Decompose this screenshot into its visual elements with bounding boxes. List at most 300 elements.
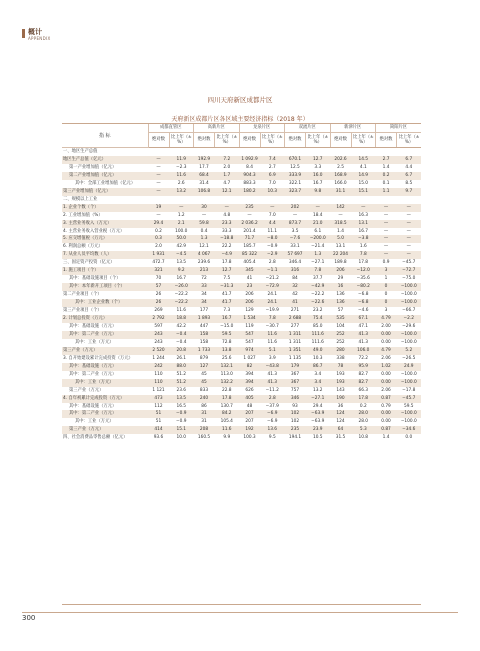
cell-percent: — (351, 204, 376, 212)
table-row (62, 196, 421, 204)
cell-percent: 66.3 (358, 387, 369, 393)
cell-percent (306, 196, 331, 204)
cell-absolute (194, 196, 215, 204)
cell-percent: −43.8 (260, 363, 285, 371)
row-label: 第三产业项目（个） (63, 308, 102, 314)
cell-percent: 3.4 (314, 371, 322, 377)
table-title: 天府新区成都片区各区域主要经济指标（2018 年） (171, 116, 309, 123)
cell-absolute: 189.8 (334, 260, 347, 266)
cell-absolute: — (156, 212, 161, 218)
cell-absolute: 321 (148, 267, 169, 275)
cell-percent (351, 196, 376, 204)
cell-percent: 106.0 (351, 347, 376, 355)
cell-percent: −6.8 (358, 292, 369, 298)
row-label: 第三产业（万元） (69, 387, 104, 393)
cell-percent: 47.1 (358, 323, 369, 329)
cell-percent: 50.0 (169, 235, 194, 243)
cell-percent: 10.3 (312, 355, 323, 361)
cell-percent: 23.6 (176, 387, 187, 393)
group-header: 简阳片区 (376, 124, 422, 133)
pct-header: 比上年（±%） (215, 133, 240, 148)
cell-percent: 13.5 (176, 260, 187, 266)
cell-absolute: 1 135 (288, 355, 302, 361)
table-row (62, 307, 421, 315)
cell-absolute: 239.6 (197, 260, 211, 266)
cell-percent: 16.7 (312, 180, 323, 186)
cell-percent: 4.8 (223, 212, 231, 218)
cell-absolute: 346 (285, 395, 306, 403)
cell-absolute: 277 (290, 323, 300, 329)
row-label: 2. 工业增加值（%） (63, 212, 103, 218)
cell-absolute: 414 (148, 426, 169, 434)
cell-absolute: 31.1 (330, 188, 351, 196)
row-label: 其中：工业（万元） (75, 419, 114, 425)
cell-percent: 105.4 (220, 419, 233, 425)
cell-absolute: 166.0 (334, 180, 347, 186)
cell-percent: 29.4 (312, 403, 323, 409)
cell-absolute: 206 (245, 292, 254, 298)
row-label: 5. 应交增值税（万元） (62, 235, 148, 243)
cell-percent: 5.1 (260, 347, 285, 355)
cell-absolute (239, 196, 260, 204)
cell-absolute: 26 (148, 299, 169, 307)
abs-header: 绝对数 (239, 133, 260, 148)
cell-absolute: 179 (285, 363, 306, 371)
cell-absolute (330, 148, 351, 156)
cell-absolute: 124 (336, 419, 345, 425)
cell-percent: 9.8 (306, 188, 331, 196)
cell-percent: −4.5 (169, 251, 194, 259)
row-label: 第二产业项目（个） (63, 292, 102, 298)
cell-percent: −100.0 (397, 299, 422, 307)
cell-percent: −17.8 (402, 387, 416, 393)
table-row (62, 387, 421, 395)
cell-absolute: 318.5 (330, 220, 351, 228)
cell-percent: −100.0 (397, 379, 422, 387)
cell-absolute: 30 (194, 204, 215, 212)
pct-header: 比上年（±%） (351, 133, 376, 148)
row-label: 其中：基础设施项目（个） (69, 276, 121, 282)
cell-absolute (239, 148, 260, 156)
cell-absolute: 208 (194, 426, 215, 434)
table-row (62, 259, 421, 267)
cell-percent: 11.9 (169, 156, 194, 164)
cell-percent: 7.0 (268, 212, 276, 218)
cell-absolute: — (376, 204, 397, 212)
cell-percent: −15.0 (220, 323, 234, 329)
cell-percent: 2.0 (223, 164, 231, 170)
header-accent-bar (22, 29, 25, 38)
cell-percent: 86.7 (306, 363, 331, 371)
cell-percent: 59.5 (215, 331, 240, 339)
cell-percent: −27.1 (311, 260, 325, 266)
cell-percent: −1.1 (260, 267, 285, 275)
cell-absolute: 252 (336, 339, 345, 345)
cell-absolute: 41 (285, 299, 306, 307)
cell-absolute (376, 148, 397, 156)
row-label: 其中：第二产业（万元） (62, 410, 148, 418)
cell-percent: 111.6 (306, 331, 331, 339)
cell-absolute: 2.06 (381, 387, 391, 393)
cell-absolute: 2 520 (148, 347, 169, 355)
cell-percent: 16.0 (306, 172, 331, 180)
cell-absolute: 177 (199, 308, 209, 314)
cell-absolute: 136 (336, 292, 345, 298)
cell-absolute: 0.3 (148, 235, 169, 243)
cell-absolute: 280 (330, 347, 351, 355)
cell-percent: −18.8 (215, 235, 240, 243)
cell-percent: −0.9 (267, 244, 278, 250)
cell-absolute: 213 (194, 267, 215, 275)
cell-absolute: 106.8 (194, 188, 215, 196)
cell-absolute: — (201, 212, 207, 218)
cell-percent: 82.7 (351, 379, 376, 387)
table-row (62, 410, 421, 418)
cell-absolute: 2.06 (381, 355, 391, 361)
cell-absolute: 193 (336, 371, 345, 377)
cell-percent: 13.1 (351, 220, 376, 228)
cell-absolute: 51 (148, 410, 169, 418)
cell-percent: 10.0 (176, 435, 187, 441)
cell-percent: 0.2 (359, 403, 367, 409)
cell-percent: — (169, 204, 194, 212)
cell-absolute: 0.00 (381, 419, 391, 425)
cell-percent: 23.3 (215, 220, 240, 228)
row-label: 3. 主营业务收入（万元） (62, 220, 148, 228)
cell-percent: 1.2 (177, 212, 185, 218)
table-row (62, 172, 421, 180)
cell-absolute: — (383, 212, 389, 218)
cell-absolute: 206 (239, 299, 260, 307)
cell-absolute: 0.87 (376, 395, 397, 403)
cell-absolute: 547 (239, 331, 260, 339)
cell-absolute: 57 697 (285, 251, 306, 259)
cell-percent: — (406, 228, 411, 234)
cell-absolute: 0 (376, 299, 397, 307)
cell-percent: 17.8 (215, 395, 240, 403)
cell-absolute: 71.7 (239, 235, 260, 243)
cell-percent: 0.0 (405, 435, 413, 441)
cell-percent: −35.6 (356, 276, 370, 282)
cell-percent: 13.2 (312, 387, 323, 393)
cell-percent: 41.7 (215, 299, 240, 307)
row-label: 其中：第二产业（万元） (62, 331, 148, 339)
cell-absolute: 31.5 (335, 435, 346, 441)
table-row (62, 363, 421, 371)
cell-absolute: 2 792 (148, 315, 169, 323)
cell-absolute: 1 893 (194, 315, 215, 323)
cell-percent: −100.0 (397, 331, 422, 339)
cell-percent: −72.9 (260, 283, 285, 291)
cell-absolute: 33.1 (290, 244, 300, 250)
cell-percent: −2.2 (397, 315, 422, 323)
table-bottom-rule (62, 604, 421, 605)
table-row (62, 379, 421, 387)
cell-absolute (376, 196, 397, 204)
cell-percent: 9.2 (169, 267, 194, 275)
cell-percent: 41.7 (221, 292, 232, 298)
abs-header: 绝对数 (330, 133, 351, 148)
cell-percent: −100.0 (400, 339, 417, 345)
cell-percent: 17.8 (351, 395, 376, 403)
cell-percent: 33.3 (221, 228, 232, 234)
cell-percent: −6.9 (267, 419, 278, 425)
cell-absolute: 757 (290, 387, 300, 393)
table-row (62, 323, 421, 331)
cell-absolute: — (383, 244, 389, 250)
cell-percent: 16.5 (176, 403, 187, 409)
cell-percent: 3.3 (314, 164, 322, 170)
cell-absolute: 192 (239, 426, 260, 434)
cell-absolute: 1.3 (194, 235, 215, 243)
cell-absolute: — (156, 164, 161, 170)
cell-percent: −29.6 (402, 323, 416, 329)
cell-absolute: 338 (336, 355, 345, 361)
cell-percent: −30.7 (265, 323, 279, 329)
cell-absolute: 112 (154, 403, 163, 409)
row-label: 其中：工业企业数（个） (62, 299, 148, 307)
cell-absolute: 26 (155, 292, 162, 298)
cell-absolute: — (338, 212, 343, 218)
cell-percent: 59.5 (403, 403, 414, 409)
cell-absolute: 405.4 (243, 260, 256, 266)
cell-percent: 23.9 (306, 426, 331, 434)
cell-absolute: 4 067 (194, 251, 215, 259)
cell-percent: 84.2 (215, 410, 240, 418)
cell-absolute: 5.0 (330, 235, 351, 243)
cell-absolute: 974 (239, 347, 260, 355)
cell-percent: 9.7 (397, 188, 422, 196)
cell-percent: 9.9 (223, 435, 231, 441)
cell-absolute: 180.2 (239, 188, 260, 196)
cell-absolute: 2 688 (285, 315, 306, 323)
cell-absolute: 243 (154, 339, 163, 345)
cell-absolute: 12.1 (199, 244, 209, 250)
cell-percent: 41.3 (358, 339, 369, 345)
cell-absolute: 110 (148, 379, 169, 387)
cell-absolute: 626 (245, 387, 254, 393)
table-row (62, 156, 421, 164)
cell-percent: — (397, 251, 422, 259)
table-row (62, 315, 421, 323)
cell-absolute: 78 (330, 363, 351, 371)
cell-percent: 24.1 (260, 299, 285, 307)
cell-absolute: 367 (290, 371, 300, 377)
cell-percent: −6.9 (260, 410, 285, 418)
cell-percent: −42.9 (306, 283, 331, 291)
cell-absolute: 394 (239, 379, 260, 387)
group-header: 成都直管区 (148, 124, 194, 133)
page-number: 300 (22, 614, 36, 622)
cell-absolute: 473 (148, 395, 169, 403)
row-label: 第三产业（万元） (62, 347, 148, 355)
cell-percent: 7.4 (260, 156, 285, 164)
cell-percent: 95.9 (351, 363, 376, 371)
row-label: 其中：第二产业（万元） (69, 371, 117, 377)
cell-percent (351, 148, 376, 156)
cell-absolute: 158 (199, 339, 209, 345)
cell-absolute: 1 027 (243, 355, 256, 361)
cell-percent: −3.8 (351, 235, 376, 243)
cell-absolute: 0.4 (200, 228, 208, 234)
table-row (62, 339, 421, 347)
row-label: 其中：基础设施（万元） (69, 323, 117, 329)
cell-absolute: 168.9 (330, 172, 351, 180)
table-row (62, 434, 421, 442)
cell-percent: 75.4 (306, 315, 331, 323)
table-row (62, 418, 421, 426)
cell-percent: −4.9 (215, 251, 240, 259)
cell-absolute: 59.8 (194, 220, 215, 228)
cell-absolute: 1 092.9 (239, 156, 260, 164)
cell-absolute: 0.79 (381, 403, 391, 409)
cell-absolute: 2 036.2 (239, 220, 260, 228)
cell-absolute: 367 (285, 379, 306, 387)
cell-percent: −63.9 (306, 410, 331, 418)
table-row (62, 331, 421, 339)
cell-percent: −0.9 (176, 419, 187, 425)
footer-rule (22, 612, 458, 613)
cell-absolute: 124 (330, 410, 351, 418)
cell-absolute: 192.9 (194, 156, 215, 164)
cell-percent: −100.0 (397, 283, 422, 291)
cell-percent (397, 196, 422, 204)
cell-percent: 113.0 (220, 371, 233, 377)
cell-percent: 7.8 (260, 315, 285, 323)
cell-percent: 14.9 (351, 172, 376, 180)
cell-percent: 7.5 (223, 276, 231, 282)
cell-absolute: 45 (194, 379, 215, 387)
cell-absolute: 1 534 (239, 315, 260, 323)
cell-absolute (330, 196, 351, 204)
cell-absolute: 1 (384, 276, 388, 282)
cell-percent: 7.0 (268, 180, 276, 186)
cell-absolute: 57 (148, 283, 169, 291)
table-row (62, 347, 421, 355)
cell-absolute: 207 (245, 419, 254, 425)
cell-percent: 13.8 (215, 347, 240, 355)
cell-percent: 5.2 (397, 347, 422, 355)
row-label: 地区生产总值（亿元） (62, 156, 148, 164)
cell-percent: −4.6 (358, 308, 369, 314)
row-label: 三、固定资产投资（亿元） (63, 260, 115, 266)
cell-absolute: 1 121 (152, 387, 165, 393)
cell-absolute: 0 (384, 292, 388, 298)
cell-percent: 41.3 (260, 379, 285, 387)
cell-absolute: 0.87 (376, 426, 397, 434)
cell-percent: 18.4 (312, 212, 323, 218)
cell-absolute: 0.00 (376, 331, 397, 339)
cell-percent: 85.0 (312, 323, 323, 329)
cell-percent: −100.0 (400, 419, 417, 425)
header-title: 概计 (28, 28, 42, 36)
cell-percent: 22.8 (221, 387, 232, 393)
cell-absolute: 93.6 (153, 435, 164, 441)
cell-absolute: — (247, 212, 252, 218)
cell-absolute: 670.1 (285, 156, 306, 164)
cell-absolute: 193 (330, 379, 351, 387)
row-label: 3. 自开始建设累计完成投资（万元） (63, 355, 133, 361)
cell-absolute: 0.2 (155, 228, 162, 234)
cell-percent: 130.7 (220, 403, 233, 409)
cell-absolute: 34 (201, 292, 207, 298)
cell-percent: 10.5 (312, 435, 323, 441)
cell-percent: 20.8 (169, 347, 194, 355)
cell-absolute: 405 (239, 395, 260, 403)
cell-percent: 21.0 (306, 220, 331, 228)
cell-percent: −22.2 (174, 292, 188, 298)
cell-percent (306, 148, 331, 156)
cell-percent: 2.7 (268, 164, 276, 170)
cell-absolute: 206 (330, 267, 351, 275)
cell-absolute: 31 (201, 419, 207, 425)
table-header-groups (62, 124, 421, 133)
cell-absolute: 86 (201, 403, 207, 409)
cell-percent: −6.8 (351, 299, 376, 307)
cell-percent (215, 148, 240, 156)
cell-percent: −0.9 (169, 410, 194, 418)
cell-percent: 72.2 (358, 355, 369, 361)
cell-absolute: 316 (285, 267, 306, 275)
table-row (62, 228, 421, 236)
cell-absolute: 271 (290, 308, 300, 314)
cell-percent (260, 196, 285, 204)
cell-absolute: 4.79 (376, 347, 397, 355)
cell-percent: 111.6 (311, 339, 324, 345)
pct-header: 比上年（±%） (169, 133, 194, 148)
cell-absolute: 29.4 (148, 220, 169, 228)
cell-percent: 6.1 (314, 228, 322, 234)
cell-absolute: — (148, 188, 169, 196)
row-label: 其中：工业（万元） (75, 339, 114, 345)
table-row (62, 220, 421, 228)
cell-percent: 7.3 (223, 308, 231, 314)
cell-percent: −19.9 (265, 308, 279, 314)
cell-absolute: 243 (148, 331, 169, 339)
cell-percent: −11.2 (265, 387, 279, 393)
cell-absolute: 12.5 (290, 164, 300, 170)
cell-percent: 17.8 (221, 260, 232, 266)
cell-absolute: 190 (330, 395, 351, 403)
cell-absolute: 333.9 (285, 172, 306, 180)
cell-absolute: 32 (285, 283, 306, 291)
row-label: 第一产业增加值（亿元） (69, 164, 117, 170)
row-label: 4. 自年初累计完成投资（万元） (62, 395, 148, 403)
cell-percent: 42.2 (176, 323, 187, 329)
row-label: 1. 施工项目（个） (62, 267, 148, 275)
table-row (62, 426, 421, 434)
table-row (62, 403, 421, 411)
cell-percent: 100.0 (175, 228, 188, 234)
cell-absolute: 22 204 (330, 251, 351, 259)
cell-absolute: 1.02 (376, 363, 397, 371)
cell-percent: −34.6 (397, 426, 422, 434)
cell-absolute: 29 (337, 276, 344, 282)
section-title: 四川天府新区成都片区 (207, 96, 273, 104)
cell-absolute: 547 (245, 339, 254, 345)
cell-absolute: 1.1 (376, 188, 397, 196)
cell-absolute: 252 (330, 331, 351, 339)
cell-percent: 13.2 (169, 188, 194, 196)
cell-absolute: 45 (201, 371, 207, 377)
cell-absolute: 57 (337, 308, 344, 314)
cell-percent: 22.2 (221, 244, 232, 250)
cell-percent: 11.6 (215, 426, 240, 434)
cell-percent: 82.7 (358, 371, 369, 377)
cell-percent: — (397, 235, 422, 243)
abs-header: 绝对数 (194, 133, 215, 148)
cell-absolute: — (383, 228, 389, 234)
